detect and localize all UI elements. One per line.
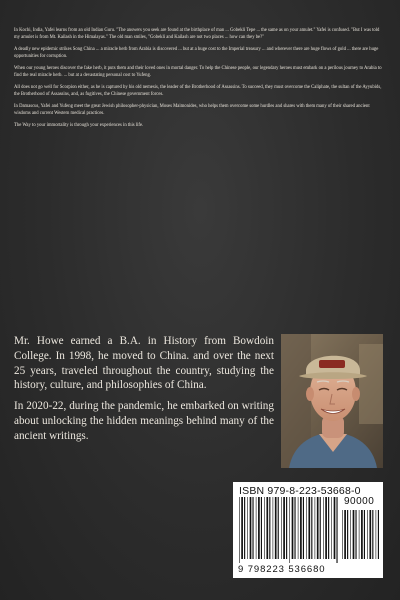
barcode-number: 9 798223 536680 <box>238 564 326 575</box>
blurb-paragraph: All does not go well for Scorpion either, as he is captured by his old nemesis, the leader of the Brotherhood of Assassins. To succeed, they must overcome the Caliphate, the sultan of the Ayyubids, the Brotherhood of Assassins, and, as fugitives, the Chinese government forces. <box>14 85 382 98</box>
blurb-paragraph: The Way to your immortality is through your experiences in this life. <box>14 123 144 129</box>
bio-paragraph: Mr. Howe earned a B.A. in History from Bowdoin College. In 1998, he moved to China. and over the next 25 years, traveled throughout the country, studying the history, culture, and philosophies of China. <box>14 335 274 392</box>
author-bio <box>14 334 274 449</box>
blurb-paragraph: In Kochi, India, Yafei learns from an old Indian Guru. "The answers you seek are found at the birthplace of man ... Gobekli Tepe ... the same as on your amulet." Yafei is confused. "But I was told my amulet is from Mt. Kailash in the Himalayas." The old man smiles, "Gobekli and Kailash are not two places ... how can they be?" <box>14 28 380 40</box>
isbn-barcode-block <box>233 482 383 578</box>
isbn-barcode <box>238 497 338 563</box>
back-cover-blurb <box>14 28 384 136</box>
isbn-text: ISBN 979-8-223-53668-0 <box>239 485 361 497</box>
price-code: 90000 <box>344 496 375 507</box>
blurb-paragraph: A deadly new epidemic strikes Song China ... a miracle herb from Arabia is discovered ... but at a huge cost to the Imperial treasury ... and wherever there are huge flows of gold ... there are huge opportunities for corruption. <box>14 47 379 60</box>
blurb-paragraph: In Damascus, Yafei and Yufeng meet the great Jewish philosopher-physician, Moses Maimonides, who helps them overcome some hurdles and shares with them many of their shared ancient wisdoms and current Western medical practices. <box>14 104 370 117</box>
bio-paragraph: In 2020-22, during the pandemic, he embarked on writing about unlocking the hidden meanings behind many of the ancient writings. <box>14 400 274 442</box>
blurb-paragraph: When our young heroes discover the fake herb, it puts them and their loved ones in mortal danger. To help the Chinese people, our legendary heroes must embark on a perilous journey to Arabia to find the real miracle herb. ... but at a devastating personal cost to Yufeng. <box>14 66 382 79</box>
price-barcode <box>341 510 379 563</box>
author-photo <box>281 334 383 468</box>
